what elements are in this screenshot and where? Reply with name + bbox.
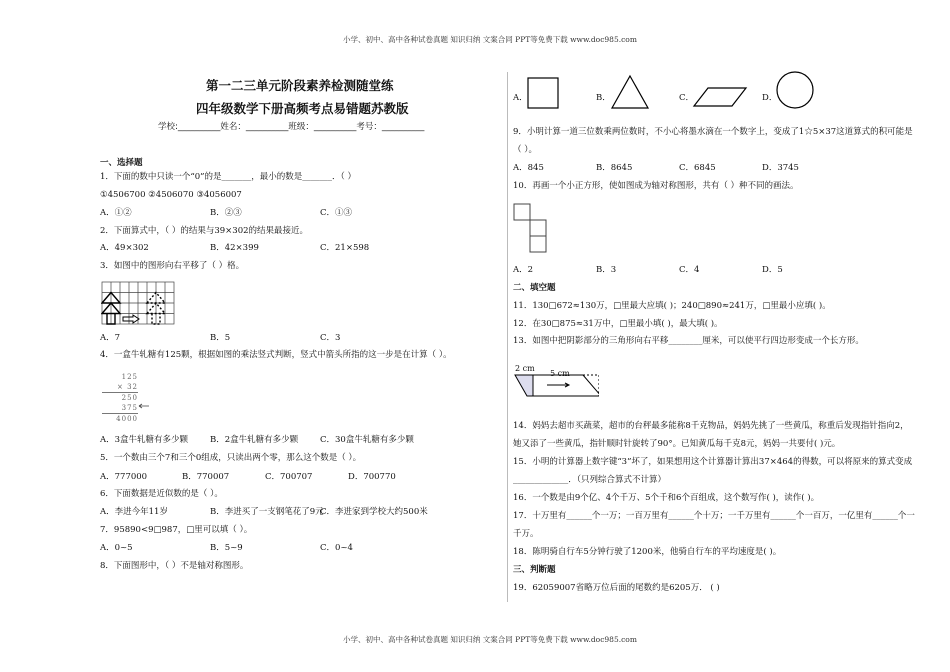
calc-line: 250 — [121, 394, 138, 402]
section-choice: 一、选择题 — [100, 158, 143, 168]
circle-shape — [775, 70, 815, 110]
page-subtitle: 四年级数学下册高频考点易错题苏教版 — [196, 101, 409, 116]
page-header: 小学、初中、高中各种试卷真题 知识归纳 文案合同 PPT等免费下载 www.doc985.com — [343, 35, 637, 44]
parallelogram-shape — [692, 86, 748, 108]
q5-option-d: D．700770 — [348, 472, 396, 482]
q15-line1: 15．小明的计算器上数字键“3”坏了，如果想用这个计算器计算出37×464的得数，可以将原来的算式变成 — [513, 457, 913, 467]
q2-option-b: B．42×399 — [210, 243, 259, 253]
q4-option-a: A．3盒牛轧糖有多少颗 — [100, 435, 189, 445]
calc-line: 375 — [102, 403, 138, 414]
q2-stem: 2．下面算式中，（ ）的结果与39×302的结果最接近。 — [100, 226, 309, 236]
q9-stem-cont: （ ）。 — [513, 145, 537, 155]
q5-stem: 5．一个数由三个7和三个0组成，只读出两个零，那么这个数是（ ）。 — [100, 453, 362, 463]
triangle-shape — [610, 74, 650, 110]
q1-option-a: A．①② — [100, 208, 132, 218]
calc-line: 4000 — [116, 415, 138, 423]
q6-option-a: A．李进今年11岁 — [100, 507, 168, 517]
q4-stem: 4．一盒牛轧糖有125颗，根据如图的乘法竖式判断，竖式中箭头所指的这一步是在计算（ ）。 — [100, 350, 452, 360]
q14-line2: 她又添了一些黄瓜，指针顺时针旋转了90°。已知黄瓜每千克8元，妈妈一共要付( )元。 — [513, 439, 841, 449]
q1-stem: 1．下面的数中只读一个“0”的是_______，最小的数是_______．（ ） — [100, 172, 356, 182]
q5-option-b: B．770007 — [182, 472, 230, 482]
q9-option-c: C．6845 — [679, 163, 716, 173]
q6-stem: 6．下面数据是近似数的是（ ）。 — [100, 489, 223, 499]
q10-option-a: A．2 — [513, 265, 534, 275]
q8-option-a: A． — [513, 93, 528, 103]
q16: 16．一个数是由9个亿、4个千万、5个千和6个百组成，这个数写作( )，读作( )。 — [513, 493, 820, 503]
q8-option-c: C． — [679, 93, 695, 103]
q2-option-a: A．49×302 — [100, 243, 149, 253]
q19: 19．62059007省略万位后面的尾数约是6205万． ( ) — [513, 583, 720, 593]
q10-squares-figure — [513, 203, 549, 255]
q5-option-a: A．777000 — [100, 472, 148, 482]
page-title: 第一二三单元阶段素养检测随堂练 — [206, 78, 394, 93]
q15-line2: _____________．（只列综合算式不计算） — [513, 475, 667, 485]
calc-line: 125 — [121, 373, 138, 381]
q4-option-c: C．30盒牛轧糖有多少颗 — [320, 435, 414, 445]
q10-option-b: B．3 — [596, 265, 617, 275]
q4-option-b: B．2盒牛轧糖有多少颗 — [210, 435, 299, 445]
q8-option-d: D． — [762, 93, 778, 103]
q1-option-b: B．②③ — [210, 208, 242, 218]
q5-option-c: C．700707 — [265, 472, 313, 482]
q7-option-a: A．0~5 — [100, 543, 133, 553]
q9-option-a: A．845 — [513, 163, 544, 173]
q6-option-c: C．李进家到学校大约500米 — [320, 507, 428, 517]
q14-line1: 14．妈妈去超市买蔬菜，超市的台秤最多能称8千克物品，妈妈先挑了一些黄瓜，称重后发现指针指向2， — [513, 421, 909, 431]
q13-label-5cm: 5 cm — [550, 369, 570, 378]
q4-vertical-calc — [102, 372, 138, 424]
q17-line1: 17．十万里有______个一万；一百万里有______个十万；一千万里有______个一百万，一亿里有______个一 — [513, 511, 915, 521]
q13-label-2cm: 2 cm — [515, 364, 535, 373]
q3-option-a: A．7 — [100, 333, 121, 343]
q7-option-b: B．5~9 — [210, 543, 243, 553]
column-divider — [507, 72, 508, 602]
q10-option-d: D．5 — [762, 265, 783, 275]
q18: 18．陈明骑自行车5分钟行驶了1200米，他骑自行车的平均速度是( )。 — [513, 547, 782, 557]
q13-stem: 13．如图中把阴影部分的三角形向右平移________厘米，可以使平行四边形变成一个长方形。 — [513, 336, 864, 346]
section-fill: 二、填空题 — [513, 283, 556, 293]
q9-option-d: D．3745 — [762, 163, 799, 173]
q3-stem: 3．如图中的图形向右平移了（ ）格。 — [100, 261, 245, 271]
q10-stem: 10．再画一个小正方形，使如图成为轴对称图形，共有（ ）种不同的画法。 — [513, 181, 799, 191]
page-footer: 小学、初中、高中各种试卷真题 知识归纳 文案合同 PPT等免费下载 www.doc985.com — [343, 635, 637, 644]
q6-option-b: B．李进买了一支钢笔花了9元 — [210, 507, 324, 517]
q8-option-b: B． — [596, 93, 611, 103]
student-info: 学校:__________姓名：__________班级：__________考号：__________ — [158, 122, 425, 132]
q9-option-b: B．8645 — [596, 163, 633, 173]
q7-option-c: C．0~4 — [320, 543, 353, 553]
q7-stem: 7．95890<9□987，□里可以填（ ）。 — [100, 525, 253, 535]
q9-stem: 9．小明计算一道三位数乘两位数时，不小心将墨水滴在一个数字上，变成了1☆5×37这道算式的积可能是 — [513, 127, 913, 137]
arrow-left-icon — [138, 403, 150, 409]
q3-option-c: C．3 — [320, 333, 341, 343]
square-shape — [526, 76, 560, 110]
section-judge: 三、判断题 — [513, 565, 556, 575]
q2-option-c: C．21×598 — [320, 243, 370, 253]
q17-line2: 千万。 — [513, 529, 539, 539]
q10-option-c: C．4 — [679, 265, 700, 275]
q1-items: ①4506700 ②4506070 ③4056007 — [100, 190, 242, 200]
q8-stem: 8．下面图形中，（ ）不是轴对称图形。 — [100, 561, 249, 571]
q3-option-b: B．5 — [210, 333, 231, 343]
q3-grid-figure — [101, 281, 177, 327]
q1-option-c: C．①③ — [320, 208, 353, 218]
calc-line: × 32 — [102, 382, 138, 393]
q12: 12．在30□875≈31万中，□里最小填( )，最大填( )。 — [513, 319, 723, 329]
q11: 11．130□672≈130万，□里最大应填( )；240□890≈241万，□里最小应填( )。 — [513, 301, 831, 311]
